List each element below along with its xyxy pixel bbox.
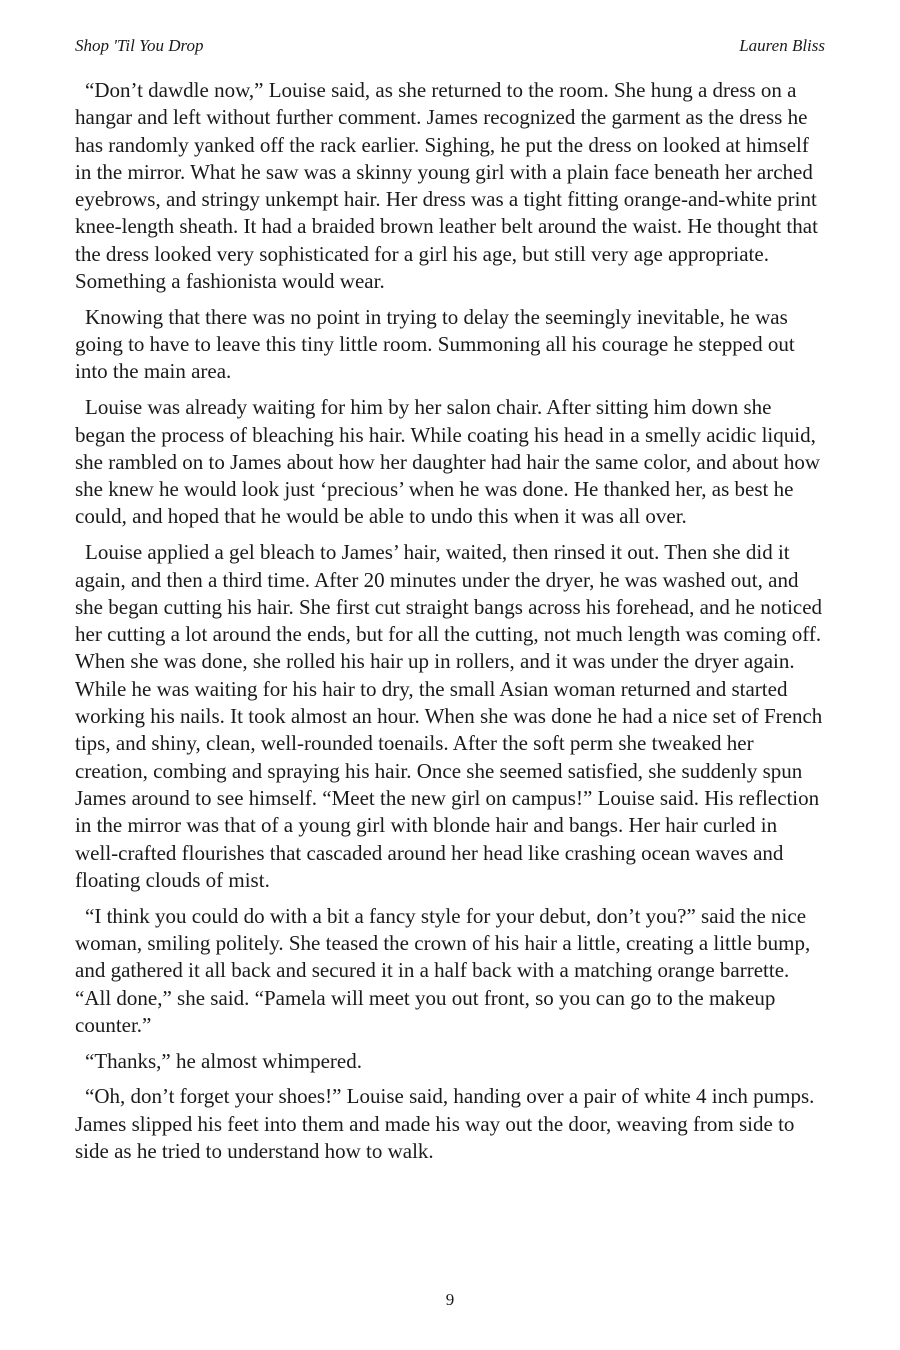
book-title: Shop 'Til You Drop (75, 36, 204, 55)
paragraph: “Oh, don’t forget your shoes!” Louise said, handing over a pair of white 4 inch pumps. James slipped his feet into them and made his way out the door, weaving from side to side as he tried to understand how to walk. (75, 1084, 815, 1163)
paragraph: “I think you could do with a bit a fancy style for your debut, don’t you?” said the nice woman, smiling politely. She teased the crown of his hair a little, creating a little bump, and gathered it all back and secured it in a half back with a matching orange barrette. “All done,” she said. “Pamela will meet you out front, so you can go to the makeup counter.” (75, 903, 811, 1037)
paragraph: Louise was already waiting for him by her salon chair. After sitting him down she began the process of bleaching his hair. While coating his head in a smelly acidic liquid, she rambled on to James about how her daughter had hair the same color, and about how she knew he would look just ‘precious’ when he was done. He thanked her, as best he could, and hoped that he would be able to undo this when it was all over. (75, 395, 821, 529)
paragraph: Louise applied a gel bleach to James’ hair, waited, then rinsed it out. Then she did it again, and then a third time. After 20 minutes under the dryer, he was washed out, and she began cutting his hair. She first cut straight bangs across his forehead, and he noticed her cutting a lot around the ends, but for all the cutting, not much length was coming off. When she was done, she rolled his hair up in rollers, and it was under the dryer again. While he was waiting for his hair to dry, the small Asian woman returned and started working his nails. It took almost an hour. When she was done he had a nice set of French tips, and shiny, clean, well-rounded toenails. After the soft perm she tweaked her creation, combing and spraying his hair. Once she seemed satisfied, she suddenly spun James around to see himself. “Meet the new girl on campus!” Louise said. His reflection in the mirror was that of a young girl with blonde hair and bangs. Her hair curled in well-crafted flourishes that cascaded around her head like crashing ocean waves and floating clouds of mist. (75, 540, 823, 892)
paragraph: Knowing that there was no point in trying to delay the seemingly inevitable, he was going to have to leave this tiny little room. Summoning all his courage he stepped out into the main area. (75, 304, 795, 384)
running-header (75, 36, 825, 60)
paragraph: “Thanks,” he almost whimpered. (85, 1048, 362, 1073)
paragraph: “Don’t dawdle now,” Louise said, as she returned to the room. She hung a dress on a hangar and left without further comment. James recognized the garment as the dress he has randomly yanked off the rack earlier. Sighing, he put the dress on looked at himself in the mirror. What he saw was a skinny young girl with a plain face beneath her arched eyebrows, and stringy unkempt hair. Her dress was a tight fitting orange-and-white print knee-length sheath. It had a braided brown leather belt around the waist. He thought that the dress looked very sophisticated for a girl his age, but still very age appropriate. Something a fashionista would wear. (75, 78, 818, 294)
page-number: 9 (445, 1290, 455, 1309)
author-name: Lauren Bliss (739, 36, 825, 55)
body-text (75, 77, 825, 1174)
